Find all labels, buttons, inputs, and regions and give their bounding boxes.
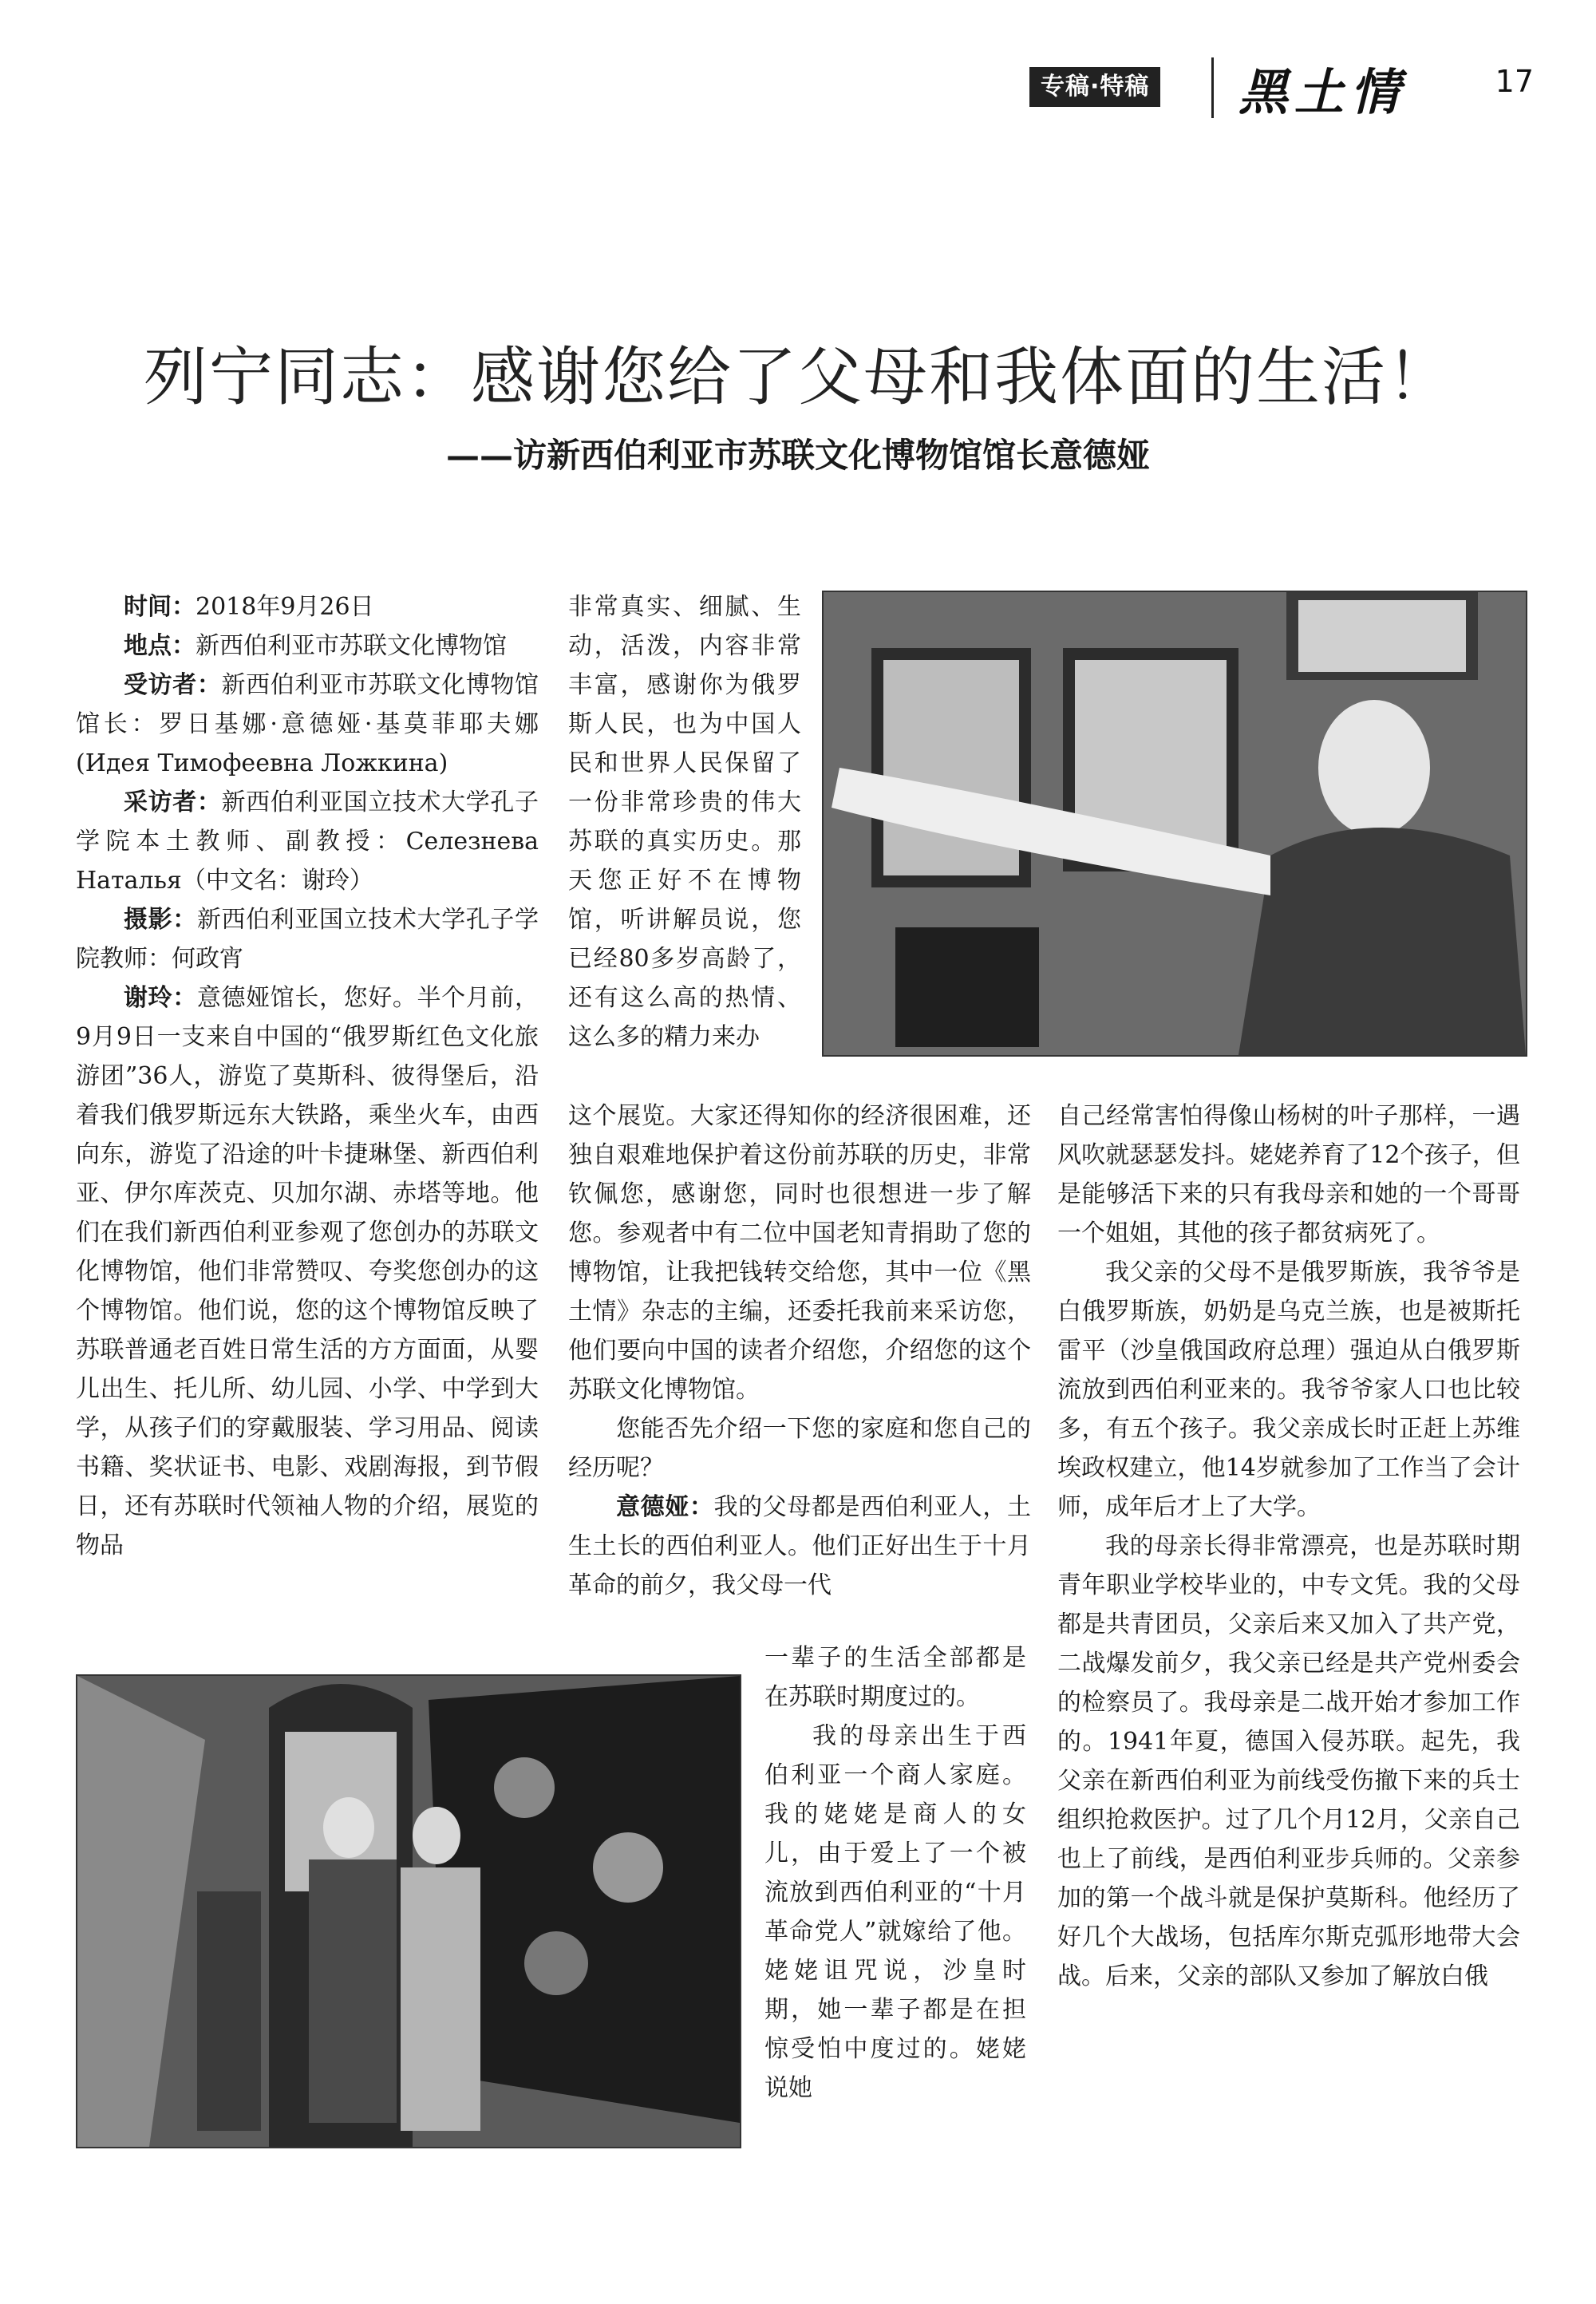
museum-director-photo	[822, 591, 1527, 1057]
col3-paragraph-2: 我父亲的父母不是俄罗斯族，我爷爷是白俄罗斯族，奶奶是乌克兰族，也是被斯托雷平（沙皇俄国政府总理）强迫从白俄罗斯流放到西伯利亚来的。我爷爷家人口也比较多，有五个孩子。我父亲成长时正赶上苏维埃政权建立，他14岁就参加了工作当了会计师，成年后才上了大学。	[1057, 1259, 1520, 1521]
col2-narrow-text-2: 我的母亲出生于西伯利亚一个商人家庭。我的姥姥是商人的女儿，由于爱上了一个被流放到西伯利亚的“十月革命党人”就嫁给了他。姥姥诅咒说，沙皇时期，她一辈子都是在担惊受怕中度过的。姥姥说她	[764, 1722, 1026, 2102]
article-title: 列宁同志：感谢您给了父母和我体面的生活！	[144, 340, 1452, 414]
interviewer-label: 采访者：	[124, 788, 222, 816]
column-3	[1057, 1097, 1520, 2158]
info-place	[76, 626, 539, 666]
xieling-question	[76, 978, 539, 1565]
xieling-text: 意德娅馆长，您好。半个月前，9月9日一支来自中国的“俄罗斯红色文化旅游团”36人，游览了莫斯科、彼得堡后，沿着我们俄罗斯远东大铁路，乘坐火车，由西向东，游览了沿途的叶卡捷琳堡、新西伯利亚、伊尔库茨克、贝加尔湖、赤塔等地。他们在我们新西伯利亚参观了您创办的苏联文化博物馆，他们非常赞叹、夸奖您创办的这个博物馆。他们说，您的这个博物馆反映了苏联普通老百姓日常生活的方方面面，从婴儿出生、托儿所、幼儿园、小学、中学到大学，从孩子们的穿戴服装、学习用品、阅读书籍、奖状证书、电影、戏剧海报，到节假日，还有苏联时代领袖人物的介绍，展览的物品	[76, 984, 539, 1559]
col2-answer	[568, 1488, 1031, 1605]
section-tag: 专稿·特稿	[1029, 67, 1160, 107]
time-value: 2018年9月26日	[196, 593, 374, 621]
info-interviewer	[76, 783, 539, 900]
time-label: 时间：	[124, 593, 196, 621]
column-2-mid	[568, 1097, 1031, 1639]
magazine-title: 黑土情	[1238, 63, 1407, 121]
info-time	[76, 587, 539, 626]
column-2-top	[568, 587, 801, 1098]
answer-text: 我的父母都是西伯利亚人，土生土长的西伯利亚人。他们正好出生于十月革命的前夕，我父母一代	[568, 1493, 1031, 1599]
col2-top-text: 非常真实、细腻、生动，活泼，内容非常丰富，感谢你为俄罗斯人民，也为中国人民和世界人民保留了一份非常珍贵的伟大苏联的真实历史。那天您正好不在博物馆，听讲解员说，您已经80多岁高龄了，还有这么高的热情、这么多的精力来办	[568, 593, 801, 1051]
answer-label: 意德娅：	[616, 1493, 714, 1521]
interviewer-value: 新西伯利亚国立技术大学孔子学院本土教师、副教授：Селезнева Наталья（中文名：谢玲）	[76, 788, 539, 895]
column-2-bottom	[764, 1638, 1026, 2149]
page-header	[1029, 57, 1556, 121]
place-value: 新西伯利亚市苏联文化博物馆	[196, 632, 507, 660]
info-photographer	[76, 900, 539, 978]
photo-value: 新西伯利亚国立技术大学孔子学院教师：何政宵	[76, 906, 539, 973]
interviewee-label: 受访者：	[124, 671, 222, 699]
photo-label: 摄影：	[124, 906, 197, 934]
article-subtitle: ——访新西伯利亚市苏联文化博物馆馆长意德娅	[445, 436, 1150, 475]
header-divider	[1211, 57, 1214, 118]
col2-narrow-text-1: 一辈子的生活全部都是在苏联时期度过的。	[764, 1644, 1026, 1711]
xieling-label: 谢玲：	[124, 984, 197, 1012]
interviewee-value: 新西伯利亚市苏联文化博物馆馆长：罗日基娜·意德娅·基莫菲耶夫娜 (Идея Тимофеевна Ложкина)	[76, 671, 539, 777]
col3-paragraph-1: 自己经常害怕得像山杨树的叶子那样，一遇风吹就瑟瑟发抖。姥姥养育了12个孩子，但是能够活下来的只有我母亲和她的一个哥哥一个姐姐，其他的孩子都贫病死了。	[1057, 1102, 1520, 1247]
col2-mid-text: 这个展览。大家还得知你的经济很困难，还独自艰难地保护着这份前苏联的历史，非常钦佩您，感谢您，同时也很想进一步了解您。参观者中有二位中国老知青捐助了您的博物馆，让我把钱转交给您，其中一位《黑土情》杂志的主编，还委托我前来采访您，他们要向中国的读者介绍您，介绍您的这个苏联文化博物馆。	[568, 1102, 1031, 1404]
director-interviewer-photo	[76, 1674, 741, 2148]
column-1	[76, 587, 539, 1625]
place-label: 地点：	[124, 632, 196, 660]
page-number: 17	[1495, 64, 1534, 99]
col2-question: 您能否先介绍一下您的家庭和您自己的经历呢？	[568, 1415, 1031, 1482]
col3-paragraph-3: 我的母亲长得非常漂亮，也是苏联时期青年职业学校毕业的，中专文凭。我的父母都是共青团员，父亲后来又加入了共产党，二战爆发前夕，我父亲已经是共产党州委会的检察员了。我母亲是二战开始才参加工作的。1941年夏，德国入侵苏联。起先，我父亲在新西伯利亚为前线受伤撤下来的兵士组织抢救医护。过了几个月12月，父亲自己也上了前线，是西伯利亚步兵师的。父亲参加的第一个战斗就是保护莫斯科。他经历了好几个大战场，包括库尔斯克弧形地带大会战。后来，父亲的部队又参加了解放白俄	[1057, 1532, 1520, 1990]
info-interviewee	[76, 666, 539, 783]
